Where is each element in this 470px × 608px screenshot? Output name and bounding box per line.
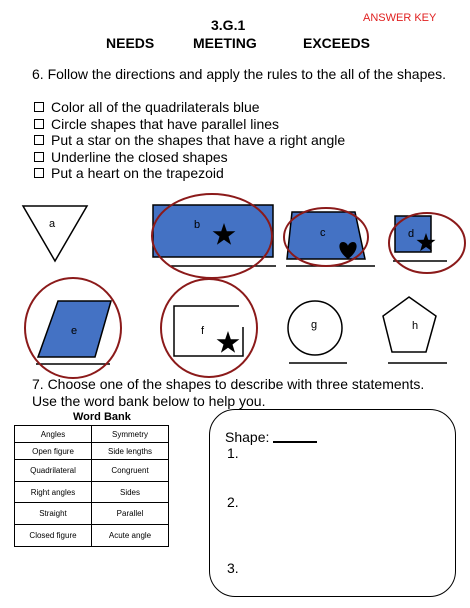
statement-2-number: 2. xyxy=(227,494,239,510)
statement-3-number: 3. xyxy=(227,560,239,576)
table-row xyxy=(15,482,169,503)
shape-b-rectangle xyxy=(153,205,273,257)
shape-h-pentagon xyxy=(383,297,436,352)
shape-b-letter: b xyxy=(194,219,201,231)
shape-answer-blank[interactable] xyxy=(273,441,317,443)
level-meeting: MEETING xyxy=(193,35,257,51)
shape-d-letter: d xyxy=(408,228,415,240)
table-row xyxy=(15,525,169,547)
word-cell: Right angles xyxy=(15,482,92,503)
word-cell: Parallel xyxy=(92,503,169,525)
word-cell: Open figure xyxy=(15,443,92,460)
rule-text: Put a star on the shapes that have a right angle xyxy=(51,132,346,148)
statement-1-number: 1. xyxy=(227,445,239,461)
table-row xyxy=(15,503,169,525)
word-cell: Side lengths xyxy=(92,443,169,460)
word-bank-title: Word Bank xyxy=(73,411,131,423)
star-icon xyxy=(217,331,240,353)
question-7-prompt: 7. Choose one of the shapes to describe with three statements. Use the word bank below to help you. xyxy=(32,376,425,409)
shape-c-letter: c xyxy=(320,227,326,239)
word-cell: Angles xyxy=(15,426,92,443)
shape-label: Shape: xyxy=(225,429,270,445)
shape-a-letter: a xyxy=(49,218,56,230)
table-row xyxy=(15,443,169,460)
word-cell: Straight xyxy=(15,503,92,525)
rule-text: Color all of the quadrilaterals blue xyxy=(51,99,260,115)
answer-key-label: ANSWER KEY xyxy=(363,12,437,24)
standard-code: 3.G.1 xyxy=(211,17,246,33)
shape-h-letter: h xyxy=(412,320,419,332)
table-row xyxy=(15,460,169,482)
level-exceeds: EXCEEDS xyxy=(303,35,370,51)
shape-f-letter: f xyxy=(201,325,205,337)
question-6-prompt: 6. Follow the directions and apply the rules to the all of the shapes. xyxy=(32,66,447,82)
word-bank-table xyxy=(14,425,169,547)
word-cell: Closed figure xyxy=(15,525,92,547)
shape-e-letter: e xyxy=(71,325,78,337)
shape-a-triangle xyxy=(23,206,87,261)
word-cell: Quadrilateral xyxy=(15,460,92,482)
rule-text: Underline the closed shapes xyxy=(51,148,228,165)
word-cell: Sides xyxy=(92,482,169,503)
level-needs: NEEDS xyxy=(106,35,155,51)
rule-text: Circle shapes that have parallel lines xyxy=(51,115,280,132)
table-row xyxy=(15,426,169,443)
word-cell: Symmetry xyxy=(92,426,169,443)
rule-text: Put a heart on the trapezoid xyxy=(51,165,224,181)
word-cell: Congruent xyxy=(92,460,169,482)
word-cell: Acute angle xyxy=(92,525,169,547)
shape-g-letter: g xyxy=(311,319,318,331)
